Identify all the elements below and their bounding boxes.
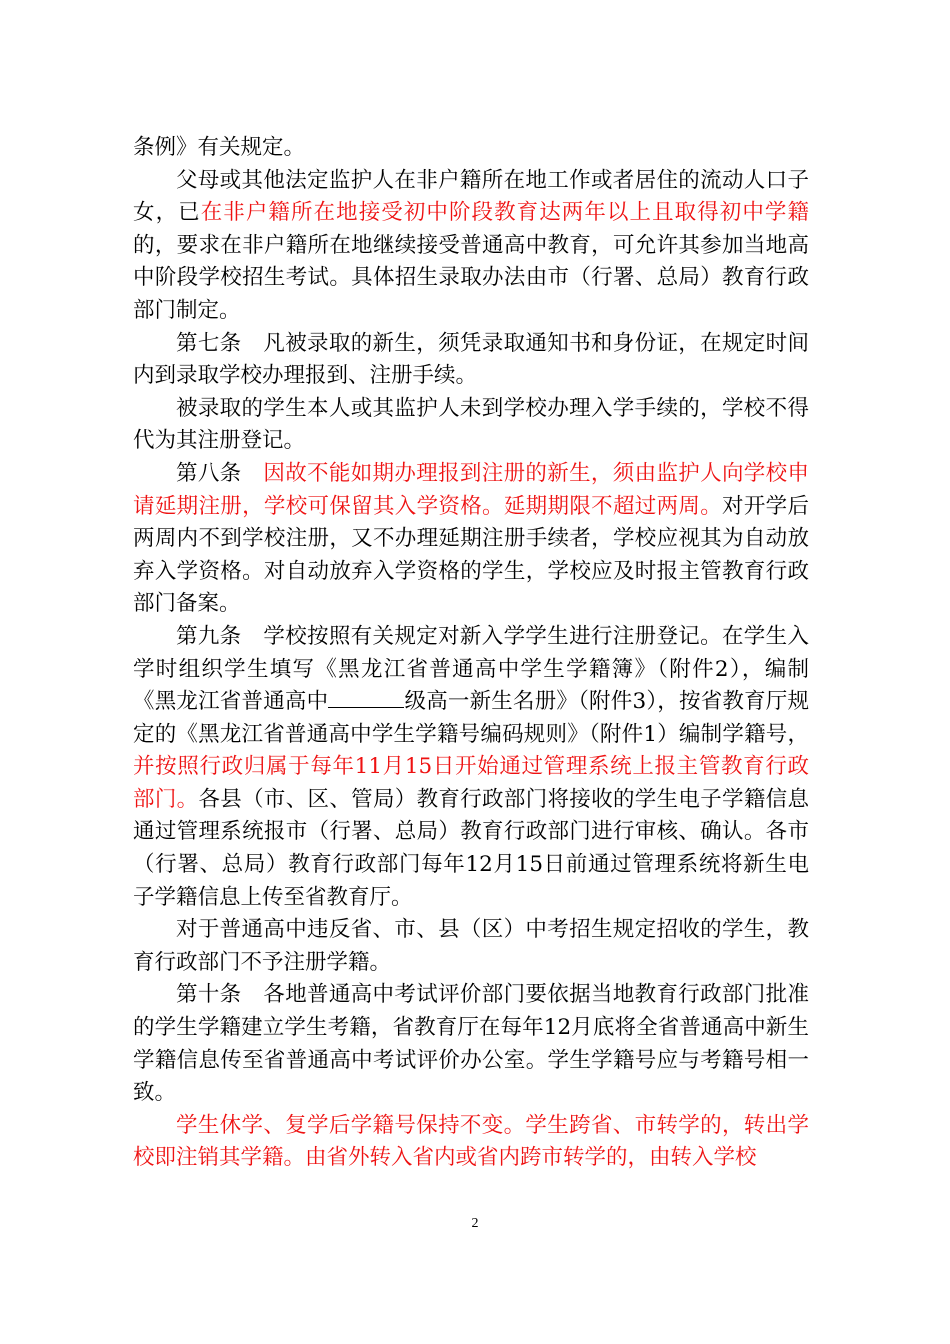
- text-segment: 第十条 各地普通高中考试评价部门要依据当地教育行政部门批准的学生学籍建立学生考籍，省教育厅在每年12月底将全省普通高中新生学籍信息传至省普通高中考试评价办公室。学生学籍号应与考籍号相一致。: [133, 982, 809, 1106]
- text-segment: 父母或其他法定监护人在非户籍所在地工作或者居住的流动人口子女，已: [133, 167, 809, 226]
- paragraph: [133, 328, 809, 393]
- text-segment: 被录取的学生本人或其监护人未到学校办理入学手续的，学校不得代为其注册登记。: [133, 395, 809, 454]
- text-segment: 第九条 学校按照有关规定对新入学学生进行注册登记。在学生入学时组织学生填写《黑龙江省普通高中学生学籍簿》（附件2），编制《黑龙江省普通高中: [133, 623, 809, 715]
- text-segment: 对开学后两周内不到学校注册，又不办理延期注册手续者，学校应视其为自动放弃入学资格。对自动放弃入学资格的学生，学校应及时报主管教育行政部门备案。: [133, 493, 809, 617]
- paragraph: [133, 458, 809, 621]
- highlighted-text: 学生休学、复学后学籍号保持不变。学生跨省、市转学的，转出学校即注销其学籍。由省外转入省内或省内跨市转学的，由转入学校: [133, 1112, 809, 1171]
- text-segment: 各县（市、区、管局）教育行政部门将接收的学生电子学籍信息通过管理系统报市（行署、总局）教育行政部门进行审核、确认。各市（行署、总局）教育行政部门每年12月15日前通过管理系统将新生电子学籍信息上传至省教育厅。: [133, 786, 809, 910]
- paragraph: [133, 979, 809, 1109]
- page-number: 2: [471, 1216, 479, 1231]
- highlighted-text: 因故不能如期办理报到注册的新生，须由监护人向学校申请延期注册，学校可保留其入学资格。延期期限不超过两周。: [133, 460, 809, 519]
- text-segment: 第七条 凡被录取的新生，须凭录取通知书和身份证，在规定时间内到录取学校办理报到、注册手续。: [133, 330, 809, 389]
- highlighted-text: 并按照行政归属于每年11月15日开始通过管理系统上报主管教育行政部门。: [133, 754, 809, 812]
- document-body: [133, 132, 809, 1175]
- text-segment: 级高一新生名册》（附件3），按省教育厅规定的《黑龙江省普通高中学生学籍号编码规则》（附件1）编制学籍号，: [133, 689, 809, 747]
- paragraph: [133, 914, 809, 979]
- paragraph: [133, 393, 809, 458]
- paragraph: [133, 1110, 809, 1175]
- paragraph: [133, 132, 809, 165]
- text-segment: 第八条: [176, 460, 264, 486]
- highlighted-text: 在非户籍所在地接受初中阶段教育达两年以上且取得初中学籍: [200, 200, 809, 226]
- fill-in-blank: [328, 688, 404, 708]
- text-segment: 对于普通高中违反省、市、县（区）中考招生规定招收的学生，教育行政部门不予注册学籍。: [133, 917, 809, 975]
- paragraph: [133, 621, 809, 914]
- text-segment: 的，要求在非户籍所在地继续接受普通高中教育，可允许其参加当地高中阶段学校招生考试。具体招生录取办法由市（行署、总局）教育行政部门制定。: [133, 232, 809, 323]
- paragraph: [133, 165, 809, 328]
- text-segment: 条例》有关规定。: [133, 135, 306, 160]
